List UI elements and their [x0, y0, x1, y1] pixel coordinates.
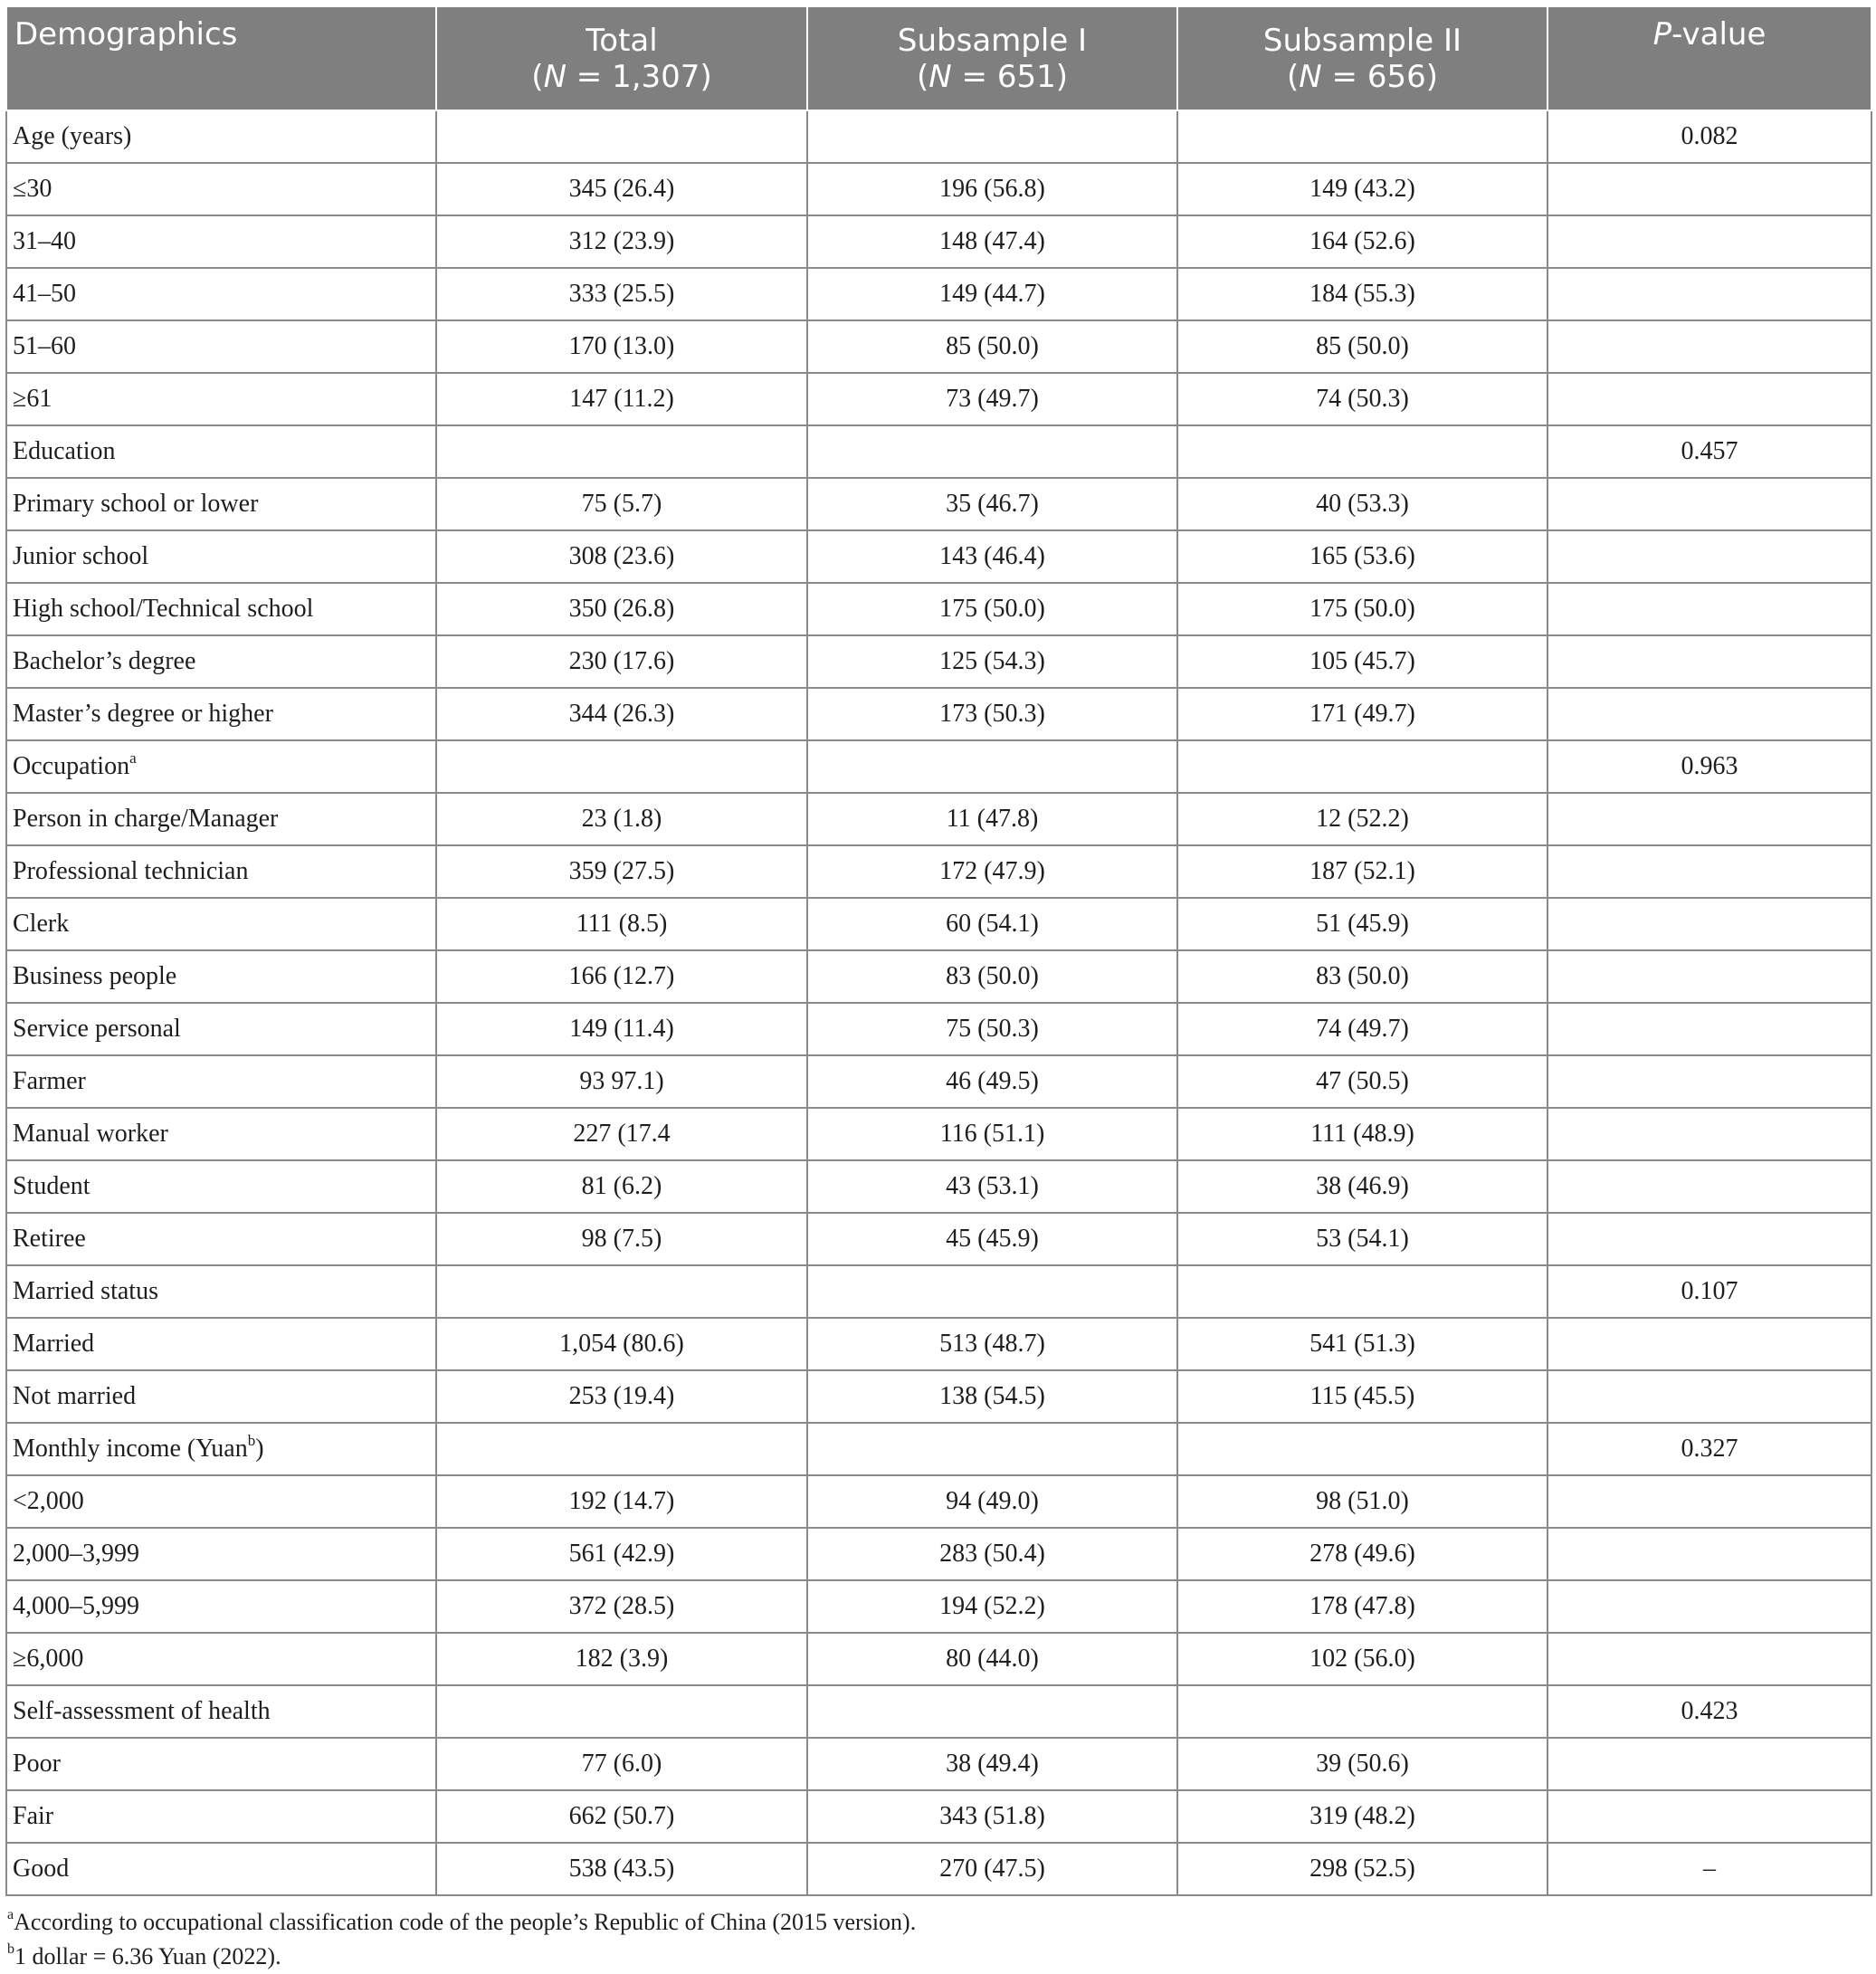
row-label: ≤30: [6, 163, 436, 215]
cell-subsample-2: 319 (48.2): [1177, 1790, 1547, 1843]
table-body: [6, 110, 1871, 1895]
row-label: Clerk: [6, 898, 436, 950]
row-label: Master’s degree or higher: [6, 688, 436, 740]
cell-p-value: [1547, 950, 1871, 1003]
cell-p-value: [1547, 215, 1871, 268]
cell-total: 308 (23.6): [436, 530, 807, 583]
cell-p-value: [1547, 1528, 1871, 1580]
cell-p-value: [1547, 635, 1871, 688]
cell-subsample-1: 73 (49.7): [807, 373, 1177, 425]
cell-subsample-1: 513 (48.7): [807, 1318, 1177, 1370]
cell-subsample-1: [807, 740, 1177, 793]
table-row: [6, 215, 1871, 268]
cell-total: 230 (17.6): [436, 635, 807, 688]
cell-total: [436, 110, 807, 163]
cell-total: 93 97.1): [436, 1055, 807, 1108]
table-row: [6, 1370, 1871, 1423]
cell-total: 23 (1.8): [436, 793, 807, 845]
cell-total: 77 (6.0): [436, 1738, 807, 1790]
row-label: Farmer: [6, 1055, 436, 1108]
cell-subsample-2: [1177, 1685, 1547, 1738]
table-row: [6, 1633, 1871, 1685]
table-row: [6, 845, 1871, 898]
cell-subsample-1: 45 (45.9): [807, 1213, 1177, 1265]
cell-subsample-2: 12 (52.2): [1177, 793, 1547, 845]
cell-p-value: [1547, 373, 1871, 425]
cell-p-value: [1547, 1633, 1871, 1685]
cell-subsample-2: [1177, 1423, 1547, 1475]
cell-subsample-2: 74 (49.7): [1177, 1003, 1547, 1055]
cell-total: 182 (3.9): [436, 1633, 807, 1685]
cell-p-value: [1547, 1790, 1871, 1843]
table-row: [6, 425, 1871, 478]
cell-total: 1,054 (80.6): [436, 1318, 807, 1370]
table-row: [6, 1265, 1871, 1318]
table-row: [6, 1160, 1871, 1213]
cell-total: 81 (6.2): [436, 1160, 807, 1213]
table-row: [6, 1055, 1871, 1108]
row-label: Education: [6, 425, 436, 478]
row-label: ≥6,000: [6, 1633, 436, 1685]
cell-subsample-2: 40 (53.3): [1177, 478, 1547, 530]
cell-subsample-1: 125 (54.3): [807, 635, 1177, 688]
cell-p-value: –: [1547, 1843, 1871, 1895]
cell-subsample-2: 187 (52.1): [1177, 845, 1547, 898]
header-subsample-2: Subsample II (N = 656): [1177, 6, 1547, 110]
cell-p-value: [1547, 845, 1871, 898]
table-header-row: [6, 6, 1871, 110]
row-label: Poor: [6, 1738, 436, 1790]
cell-subsample-2: 115 (45.5): [1177, 1370, 1547, 1423]
cell-total: 98 (7.5): [436, 1213, 807, 1265]
header-subsample-1: Subsample I (N = 651): [807, 6, 1177, 110]
row-label: Married: [6, 1318, 436, 1370]
cell-subsample-1: 172 (47.9): [807, 845, 1177, 898]
table-row: [6, 1580, 1871, 1633]
footnote-marker: b: [247, 1431, 256, 1449]
cell-total: 312 (23.9): [436, 215, 807, 268]
table-row: [6, 1843, 1871, 1895]
cell-subsample-2: 47 (50.5): [1177, 1055, 1547, 1108]
cell-subsample-1: [807, 1265, 1177, 1318]
row-label: Retiree: [6, 1213, 436, 1265]
cell-p-value: 0.423: [1547, 1685, 1871, 1738]
row-label: Manual worker: [6, 1108, 436, 1160]
cell-total: 359 (27.5): [436, 845, 807, 898]
cell-subsample-2: 171 (49.7): [1177, 688, 1547, 740]
cell-total: 662 (50.7): [436, 1790, 807, 1843]
cell-subsample-2: 38 (46.9): [1177, 1160, 1547, 1213]
row-label: Married status: [6, 1265, 436, 1318]
table-row: [6, 530, 1871, 583]
cell-p-value: [1547, 478, 1871, 530]
demographics-table: [5, 5, 1872, 1896]
cell-subsample-1: 175 (50.0): [807, 583, 1177, 635]
cell-p-value: 0.107: [1547, 1265, 1871, 1318]
cell-subsample-2: 102 (56.0): [1177, 1633, 1547, 1685]
cell-total: 166 (12.7): [436, 950, 807, 1003]
row-label: Student: [6, 1160, 436, 1213]
table-row: [6, 1423, 1871, 1475]
header-total: Total (N = 1,307): [436, 6, 807, 110]
cell-subsample-1: 149 (44.7): [807, 268, 1177, 320]
row-label: Fair: [6, 1790, 436, 1843]
footnote-a: $^a$According to occupational classification code of the people’s Republic of China (2015 version).: [7, 1907, 917, 1935]
row-label: 2,000–3,999: [6, 1528, 436, 1580]
row-label: Good: [6, 1843, 436, 1895]
cell-subsample-1: 11 (47.8): [807, 793, 1177, 845]
cell-subsample-2: 278 (49.6): [1177, 1528, 1547, 1580]
cell-p-value: [1547, 1580, 1871, 1633]
cell-total: [436, 1265, 807, 1318]
row-label: ≥61: [6, 373, 436, 425]
cell-subsample-1: 80 (44.0): [807, 1633, 1177, 1685]
cell-p-value: 0.963: [1547, 740, 1871, 793]
cell-subsample-1: 38 (49.4): [807, 1738, 1177, 1790]
footnote-b: $^b$1 dollar = 6.36 Yuan (2022).: [7, 1941, 281, 1969]
footnote-marker: a: [129, 749, 137, 767]
cell-total: 538 (43.5): [436, 1843, 807, 1895]
table-row: [6, 688, 1871, 740]
row-label: Business people: [6, 950, 436, 1003]
cell-subsample-2: 541 (51.3): [1177, 1318, 1547, 1370]
cell-subsample-2: 165 (53.6): [1177, 530, 1547, 583]
cell-subsample-2: 85 (50.0): [1177, 320, 1547, 373]
row-label: Junior school: [6, 530, 436, 583]
cell-subsample-2: 175 (50.0): [1177, 583, 1547, 635]
row-label: Age (years): [6, 110, 436, 163]
cell-subsample-1: 138 (54.5): [807, 1370, 1177, 1423]
table-row: [6, 1790, 1871, 1843]
cell-total: 350 (26.8): [436, 583, 807, 635]
cell-total: 147 (11.2): [436, 373, 807, 425]
cell-p-value: [1547, 1318, 1871, 1370]
table-row: [6, 950, 1871, 1003]
cell-total: 372 (28.5): [436, 1580, 807, 1633]
cell-p-value: [1547, 1213, 1871, 1265]
demographics-table-container: [5, 5, 1871, 1974]
cell-p-value: [1547, 1738, 1871, 1790]
cell-total: 253 (19.4): [436, 1370, 807, 1423]
cell-subsample-1: 94 (49.0): [807, 1475, 1177, 1528]
row-label: 31–40: [6, 215, 436, 268]
cell-subsample-1: 194 (52.2): [807, 1580, 1177, 1633]
cell-p-value: 0.327: [1547, 1423, 1871, 1475]
row-label: Self-assessment of health: [6, 1685, 436, 1738]
header-demographics: Demographics: [6, 6, 436, 110]
table-row: [6, 1003, 1871, 1055]
cell-subsample-1: 43 (53.1): [807, 1160, 1177, 1213]
cell-subsample-2: [1177, 425, 1547, 478]
table-row: [6, 320, 1871, 373]
cell-subsample-1: [807, 1685, 1177, 1738]
cell-p-value: [1547, 583, 1871, 635]
row-label: 51–60: [6, 320, 436, 373]
cell-p-value: [1547, 688, 1871, 740]
cell-subsample-1: 196 (56.8): [807, 163, 1177, 215]
cell-total: 561 (42.9): [436, 1528, 807, 1580]
cell-p-value: [1547, 268, 1871, 320]
cell-subsample-2: [1177, 110, 1547, 163]
cell-p-value: [1547, 1370, 1871, 1423]
cell-subsample-1: 343 (51.8): [807, 1790, 1177, 1843]
row-label: Primary school or lower: [6, 478, 436, 530]
cell-subsample-1: 173 (50.3): [807, 688, 1177, 740]
cell-subsample-1: [807, 1423, 1177, 1475]
row-label: 4,000–5,999: [6, 1580, 436, 1633]
cell-subsample-1: 143 (46.4): [807, 530, 1177, 583]
cell-total: 344 (26.3): [436, 688, 807, 740]
cell-p-value: [1547, 793, 1871, 845]
cell-subsample-1: 116 (51.1): [807, 1108, 1177, 1160]
table-row: [6, 740, 1871, 793]
cell-subsample-2: 111 (48.9): [1177, 1108, 1547, 1160]
cell-subsample-2: 178 (47.8): [1177, 1580, 1547, 1633]
table-row: [6, 898, 1871, 950]
table-row: [6, 1528, 1871, 1580]
cell-subsample-1: 148 (47.4): [807, 215, 1177, 268]
cell-subsample-2: [1177, 1265, 1547, 1318]
cell-subsample-2: 74 (50.3): [1177, 373, 1547, 425]
row-label: Monthly income (Yuan$^b$): [6, 1423, 436, 1475]
cell-subsample-1: 60 (54.1): [807, 898, 1177, 950]
cell-subsample-1: 85 (50.0): [807, 320, 1177, 373]
cell-subsample-1: 283 (50.4): [807, 1528, 1177, 1580]
table-row: [6, 1685, 1871, 1738]
cell-subsample-1: 35 (46.7): [807, 478, 1177, 530]
table-footnotes: [5, 1905, 1871, 1974]
row-label: Professional technician: [6, 845, 436, 898]
cell-total: 111 (8.5): [436, 898, 807, 950]
cell-subsample-2: 105 (45.7): [1177, 635, 1547, 688]
row-label: High school/Technical school: [6, 583, 436, 635]
table-row: [6, 1318, 1871, 1370]
cell-subsample-2: 184 (55.3): [1177, 268, 1547, 320]
cell-p-value: [1547, 163, 1871, 215]
cell-p-value: [1547, 1108, 1871, 1160]
table-row: [6, 635, 1871, 688]
cell-p-value: [1547, 320, 1871, 373]
cell-subsample-1: 46 (49.5): [807, 1055, 1177, 1108]
cell-subsample-1: [807, 425, 1177, 478]
row-label: Not married: [6, 1370, 436, 1423]
cell-subsample-1: 270 (47.5): [807, 1843, 1177, 1895]
cell-total: [436, 1423, 807, 1475]
cell-subsample-2: 98 (51.0): [1177, 1475, 1547, 1528]
cell-p-value: 0.457: [1547, 425, 1871, 478]
cell-subsample-2: 298 (52.5): [1177, 1843, 1547, 1895]
cell-p-value: [1547, 1160, 1871, 1213]
cell-p-value: [1547, 1055, 1871, 1108]
cell-p-value: 0.082: [1547, 110, 1871, 163]
cell-subsample-2: 53 (54.1): [1177, 1213, 1547, 1265]
cell-total: 75 (5.7): [436, 478, 807, 530]
table-row: [6, 1108, 1871, 1160]
cell-subsample-2: 164 (52.6): [1177, 215, 1547, 268]
row-label: Person in charge/Manager: [6, 793, 436, 845]
row-label: 41–50: [6, 268, 436, 320]
cell-subsample-2: 83 (50.0): [1177, 950, 1547, 1003]
table-row: [6, 478, 1871, 530]
cell-subsample-1: 83 (50.0): [807, 950, 1177, 1003]
cell-total: [436, 740, 807, 793]
cell-subsample-2: 39 (50.6): [1177, 1738, 1547, 1790]
cell-subsample-2: [1177, 740, 1547, 793]
cell-total: [436, 425, 807, 478]
cell-total: [436, 1685, 807, 1738]
table-row: [6, 1475, 1871, 1528]
table-row: [6, 1213, 1871, 1265]
table-row: [6, 110, 1871, 163]
row-label: Occupation$^a$: [6, 740, 436, 793]
table-row: [6, 793, 1871, 845]
cell-subsample-1: 75 (50.3): [807, 1003, 1177, 1055]
table-row: [6, 373, 1871, 425]
cell-p-value: [1547, 530, 1871, 583]
table-row: [6, 583, 1871, 635]
header-p-value: P-value: [1547, 6, 1871, 110]
table-row: [6, 163, 1871, 215]
cell-total: 333 (25.5): [436, 268, 807, 320]
cell-total: 227 (17.4: [436, 1108, 807, 1160]
table-row: [6, 268, 1871, 320]
cell-total: 149 (11.4): [436, 1003, 807, 1055]
row-label: <2,000: [6, 1475, 436, 1528]
cell-total: 345 (26.4): [436, 163, 807, 215]
cell-subsample-2: 51 (45.9): [1177, 898, 1547, 950]
cell-p-value: [1547, 898, 1871, 950]
cell-subsample-2: 149 (43.2): [1177, 163, 1547, 215]
cell-total: 192 (14.7): [436, 1475, 807, 1528]
cell-subsample-1: [807, 110, 1177, 163]
table-row: [6, 1738, 1871, 1790]
row-label: Bachelor’s degree: [6, 635, 436, 688]
cell-p-value: [1547, 1003, 1871, 1055]
cell-total: 170 (13.0): [436, 320, 807, 373]
cell-p-value: [1547, 1475, 1871, 1528]
row-label: Service personal: [6, 1003, 436, 1055]
